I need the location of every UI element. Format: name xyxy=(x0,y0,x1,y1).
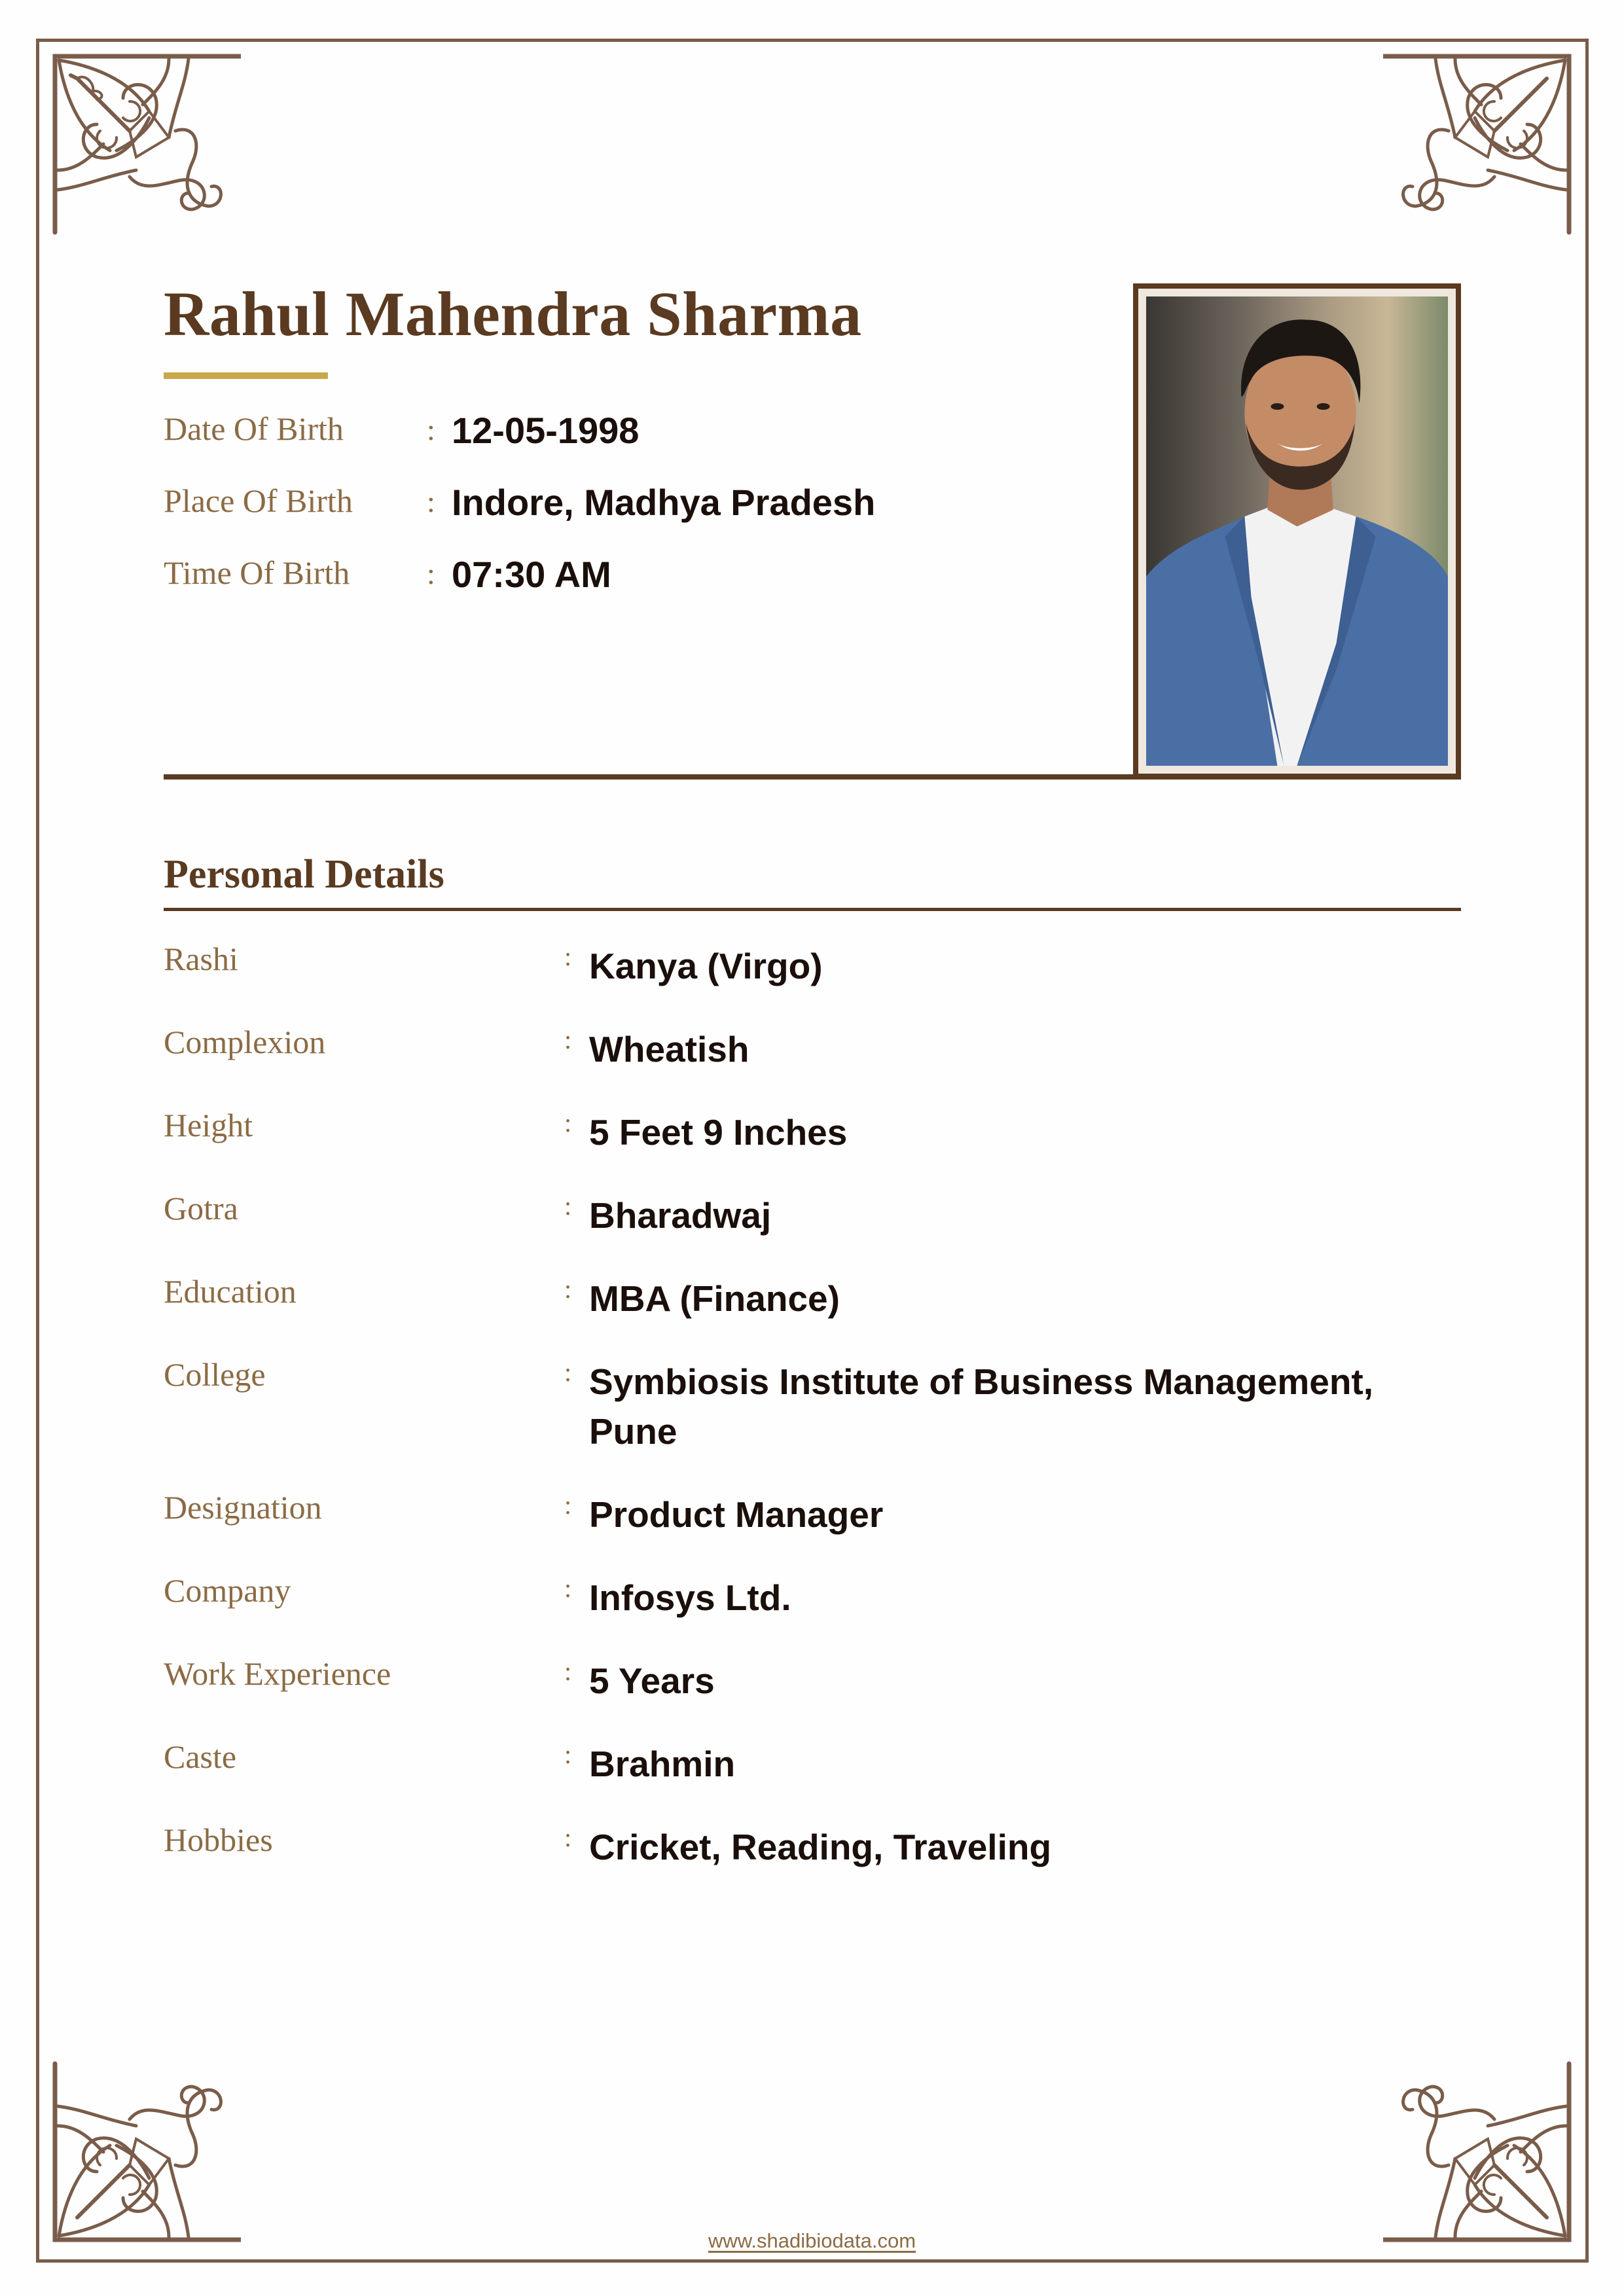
detail-row-complexion xyxy=(164,1019,1466,1102)
profile-name: Rahul Mahendra Sharma xyxy=(164,279,862,349)
birth-row-time xyxy=(164,550,1080,602)
detail-label: Rashi xyxy=(164,941,238,977)
birth-value: 12-05-1998 xyxy=(452,410,640,451)
birth-label: Time Of Birth xyxy=(164,554,350,591)
label-separator: : xyxy=(564,1191,572,1221)
detail-label: Designation xyxy=(164,1489,322,1526)
label-separator: : xyxy=(564,1573,572,1603)
detail-label: Hobbies xyxy=(164,1821,273,1858)
label-separator: : xyxy=(564,1657,572,1686)
detail-row-college xyxy=(164,1352,1466,1484)
label-separator: : xyxy=(427,485,435,518)
detail-value: Product Manager xyxy=(589,1494,884,1535)
label-separator: : xyxy=(564,942,572,971)
detail-value: 5 Years xyxy=(589,1660,715,1701)
label-separator: : xyxy=(564,1025,572,1054)
label-separator: : xyxy=(427,557,435,590)
name-underline-accent xyxy=(164,372,328,379)
detail-row-education xyxy=(164,1268,1466,1352)
detail-value: Cricket, Reading, Traveling xyxy=(589,1827,1052,1867)
detail-label: Complexion xyxy=(164,1024,326,1060)
detail-value: Brahmin xyxy=(589,1744,736,1784)
birth-value: 07:30 AM xyxy=(452,554,611,595)
detail-label: College xyxy=(164,1356,266,1393)
detail-row-caste xyxy=(164,1734,1466,1817)
detail-label: Height xyxy=(164,1107,253,1143)
detail-value: 5 Feet 9 Inches xyxy=(589,1112,848,1153)
detail-value: Wheatish xyxy=(589,1029,749,1069)
detail-value: Bharadwaj xyxy=(589,1195,772,1236)
website-link[interactable]: www.shadibiodata.com xyxy=(708,2229,916,2252)
detail-row-company xyxy=(164,1568,1466,1651)
corner-ornament-top-right-icon xyxy=(1383,52,1573,242)
detail-label: Caste xyxy=(164,1738,237,1775)
detail-row-work-experience xyxy=(164,1651,1466,1734)
detail-label: Work Experience xyxy=(164,1655,391,1692)
label-separator: : xyxy=(564,1823,572,1852)
label-separator: : xyxy=(564,1108,572,1138)
label-separator: : xyxy=(564,1357,572,1387)
detail-value: Infosys Ltd. xyxy=(589,1577,791,1618)
section-title-personal-details: Personal Details xyxy=(164,852,444,897)
birth-label: Date Of Birth xyxy=(164,410,344,447)
detail-row-designation xyxy=(164,1484,1466,1568)
personal-details-list xyxy=(164,936,1466,1900)
birth-row-place xyxy=(164,478,1080,530)
corner-ornament-bottom-left-icon xyxy=(51,2054,241,2244)
profile-photo xyxy=(1146,296,1448,766)
detail-label: Company xyxy=(164,1572,291,1609)
birth-value: Indore, Madhya Pradesh xyxy=(452,482,876,523)
profile-photo-frame xyxy=(1133,283,1461,779)
detail-row-gotra xyxy=(164,1185,1466,1268)
section-divider xyxy=(164,908,1461,911)
photo-matte xyxy=(1138,289,1456,774)
corner-ornament-top-left-icon xyxy=(51,52,241,242)
birth-row-date xyxy=(164,406,1080,458)
detail-row-height xyxy=(164,1102,1466,1185)
detail-label: Education xyxy=(164,1273,297,1310)
detail-label: Gotra xyxy=(164,1190,238,1227)
label-separator: : xyxy=(427,413,435,446)
detail-row-rashi xyxy=(164,936,1466,1019)
label-separator: : xyxy=(564,1274,572,1304)
label-separator: : xyxy=(564,1740,572,1769)
detail-value: Symbiosis Institute of Business Management, Pune xyxy=(589,1361,1374,1452)
corner-ornament-bottom-right-icon xyxy=(1383,2054,1573,2244)
detail-value: MBA (Finance) xyxy=(589,1278,840,1319)
birth-label: Place Of Birth xyxy=(164,482,353,519)
detail-value: Kanya (Virgo) xyxy=(589,946,823,986)
detail-row-hobbies xyxy=(164,1817,1466,1900)
label-separator: : xyxy=(564,1490,572,1520)
footer xyxy=(0,2227,1624,2255)
